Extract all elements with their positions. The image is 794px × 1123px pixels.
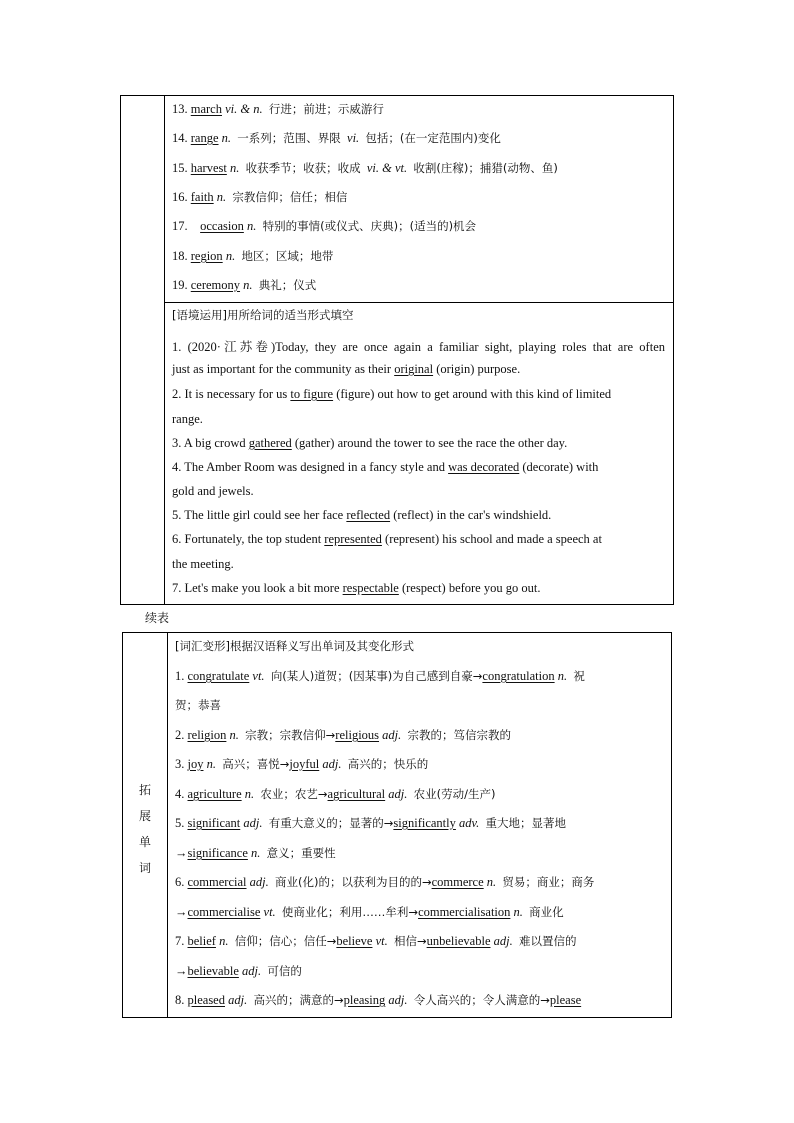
word-form-item-1: 1. congratulate vt. 向(某人)道贺；(因某事)为自己感到自豪→congratulation n. 祝 <box>175 669 585 683</box>
exercise-6-line-2: the meeting. <box>172 557 234 571</box>
word-form-item-5: 5. significant adj. 有重大意义的；显著的→significantly adv. 重大地；显著地 <box>175 816 567 830</box>
answer-blank: original <box>394 362 434 376</box>
vocab-item-13: 13. march vi. & n. 行进；前进；示威游行 <box>172 102 384 116</box>
answer-blank: reflected <box>346 508 391 522</box>
exercise-7: 7. Let's make you look a bit more respectable (respect) before you go out. <box>172 581 541 595</box>
word-form-item-3: 3. joy n. 高兴；喜悦→joyful adj. 高兴的；快乐的 <box>175 757 429 771</box>
word-form-item-1-cont: 贺；恭喜 <box>175 698 221 712</box>
answer-blank: gathered <box>248 436 292 450</box>
exercise-1-line-2: just as important for the community as their original (origin) purpose. <box>172 362 521 376</box>
table-side-column <box>121 96 165 604</box>
answer-blank: to figure <box>290 387 334 401</box>
vocab-list-section <box>165 96 673 303</box>
exercise-2-line-2: range. <box>172 412 203 426</box>
word-form-item-2: 2. religion n. 宗教；宗教信仰→religious adj. 宗教的；笃信宗教的 <box>175 728 512 742</box>
exercise-1-line-1: 1. (2020·江苏卷)Today, they are once again a familiar sight, playing roles that are often <box>172 340 665 354</box>
vocab-item-15: 15. harvest n. 收获季节；收获；收成 vi. & vt. 收割(庄稼)；捕猎(动物、鱼) <box>172 161 558 175</box>
vocab-item-16: 16. faith n. 宗教信仰；信任；相信 <box>172 190 348 204</box>
exercise-4-line-1: 4. The Amber Room was designed in a fancy style and was decorated (decorate) with <box>172 460 599 474</box>
vocab-item-18: 18. region n. 地区；区域；地带 <box>172 249 334 263</box>
vocab-item-19: 19. ceremony n. 典礼；仪式 <box>172 278 317 292</box>
vocab-item-17: 17. occasion n. 特别的事情(或仪式、庆典)；(适当的)机会 <box>172 219 477 233</box>
word-forms-section <box>168 633 671 1017</box>
word-form-item-8: 8. pleased adj. 高兴的；满意的→pleasing adj. 令人高兴的；令人满意的→please <box>175 993 582 1007</box>
word-form-item-7: 7. belief n. 信仰；信心；信任→believe vt. 相信→unbelievable adj. 难以置信的 <box>175 934 577 948</box>
exercise-2-line-1: 2. It is necessary for us to figure (figure) out how to get around with this kind of limited <box>172 387 612 401</box>
word-form-item-6: 6. commercial adj. 商业(化)的；以获利为目的的→commerce n. 贸易；商业；商务 <box>175 875 595 889</box>
word-form-item-4: 4. agriculture n. 农业；农艺→agricultural adj. 农业(劳动/生产) <box>175 787 496 801</box>
exercise-5: 5. The little girl could see her face reflected (reflect) in the car's windshield. <box>172 508 552 522</box>
table-continued-caption: 续表 <box>145 611 170 625</box>
exercise-6-line-1: 6. Fortunately, the top student represented (represent) his school and made a speech at <box>172 532 602 546</box>
word-forms-table <box>122 632 672 1018</box>
exercise-header: [语境运用]用所给词的适当形式填空 <box>172 308 354 322</box>
word-forms-header: [词汇变形]根据汉语释义写出单词及其变化形式 <box>175 639 414 653</box>
exercise-3: 3. A big crowd gathered (gather) around the tower to see the race the other day. <box>172 436 568 450</box>
vocab-item-14: 14. range n. 一系列；范围、界限 vi. 包括；(在一定范围内)变化 <box>172 131 501 145</box>
vocab-table <box>120 95 674 605</box>
answer-blank: represented <box>324 532 382 546</box>
word-form-item-6-cont: →commercialise vt. 使商业化；利用……牟利→commercialisation n. 商业化 <box>175 905 564 919</box>
answer-blank: was decorated <box>448 460 520 474</box>
answer-blank: respectable <box>342 581 399 595</box>
table-side-column <box>123 633 168 1017</box>
exercise-4-line-2: gold and jewels. <box>172 484 254 498</box>
exercise-section <box>165 303 673 604</box>
word-form-item-7-cont: →believable adj. 可信的 <box>175 964 302 978</box>
side-label-extended-words: 拓 展 单 词 <box>138 783 151 875</box>
word-form-item-5-cont: →significance n. 意义；重要性 <box>175 846 336 860</box>
